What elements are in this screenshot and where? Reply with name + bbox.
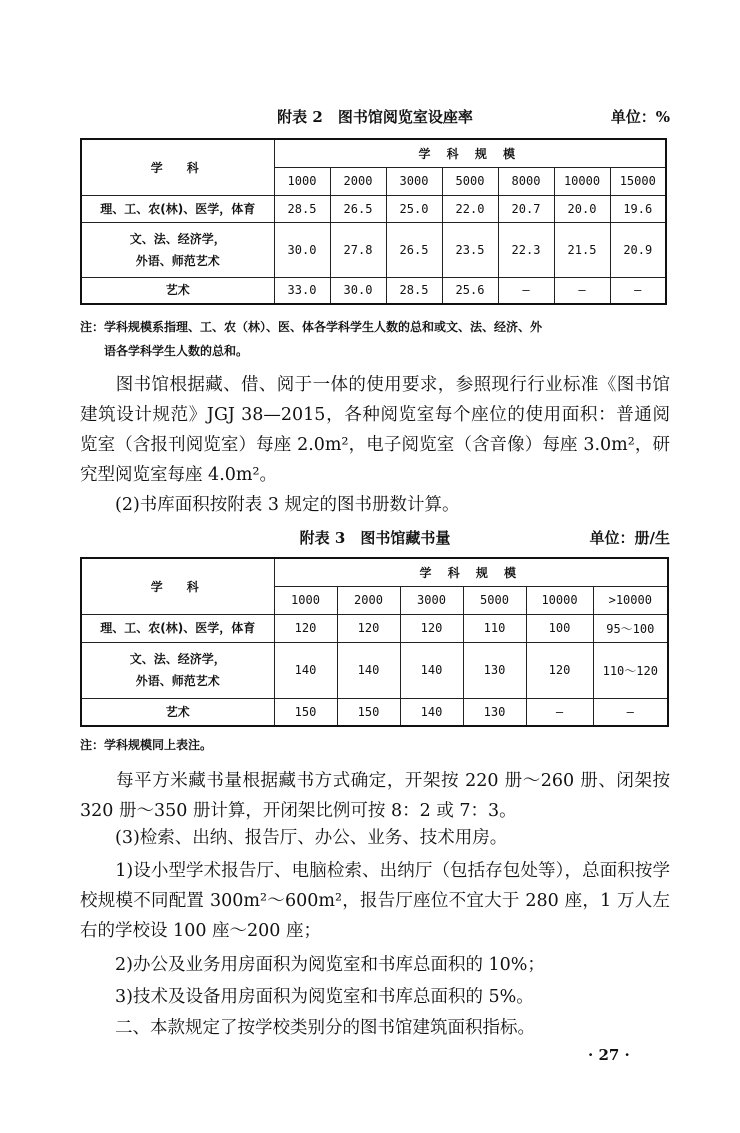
- table2-cell: 25.0: [386, 195, 442, 222]
- paragraph-technical-area: 3)技术及设备用房面积为阅览室和书库总面积的 5%。: [80, 987, 534, 1007]
- table2-note-line: 注：学科规模系指理、工、农（林）、医、体各学科学生人数的总和或文、法、经济、外: [80, 320, 543, 334]
- table3-cell: 120: [274, 614, 337, 642]
- table2-cell: 21.5: [554, 222, 610, 277]
- table3-cell: —: [593, 698, 668, 726]
- table3-cell: 120: [400, 614, 463, 642]
- table2-cell: 20.9: [610, 222, 666, 277]
- table3-cell: 110: [463, 614, 526, 642]
- table2-cell: 22.3: [498, 222, 554, 277]
- paragraph-reading-room: 图书馆根据藏、借、阅于一体的使用要求，参照现行行业标准《图书馆建筑设计规范》JGJ 38—2015，各种阅览室每个座位的使用面积：普通阅览室（含报刊阅览室）每座 2.0m²，电子阅览室（含音像）每座 3.0m²，研究型阅览室每座 4.0m²。: [80, 375, 670, 485]
- table2-cell: —: [610, 277, 666, 304]
- table2-subject-header: 学 科: [81, 139, 274, 195]
- table2-cell: 26.5: [330, 195, 386, 222]
- table3-cell: —: [526, 698, 593, 726]
- table2-cell: 33.0: [274, 277, 330, 304]
- table2-scale: 1000: [274, 167, 330, 195]
- table3-cell: 120: [337, 614, 400, 642]
- table3-cell: 150: [337, 698, 400, 726]
- table2-caption: [80, 106, 670, 128]
- table3-cell: 140: [400, 642, 463, 698]
- table2-cell: 19.6: [610, 195, 666, 222]
- table3-cell: 140: [337, 642, 400, 698]
- table3: [80, 557, 669, 727]
- table2-cell: 27.8: [330, 222, 386, 277]
- table2: [80, 138, 667, 305]
- table2-cell: —: [554, 277, 610, 304]
- table2-scale: 5000: [442, 167, 498, 195]
- table3-row-category: 文、法、经济学， 外语、师范艺术: [81, 642, 274, 698]
- table2-cell: 20.7: [498, 195, 554, 222]
- table2-cell: 30.0: [274, 222, 330, 277]
- table2-cell: 23.5: [442, 222, 498, 277]
- paragraph-book-density: 每平方米藏书量根据藏书方式确定，开架按 220 册～260 册、闭架按 320 册～350 册计算，开闭架比例可按 8：2 或 7：3。: [80, 771, 670, 821]
- table2-cell: 28.5: [274, 195, 330, 222]
- table3-cell: 110～120: [593, 642, 668, 698]
- table3-cell: 120: [526, 642, 593, 698]
- table-row: [81, 642, 668, 698]
- table2-scale: 8000: [498, 167, 554, 195]
- table2-unit: 单位：%: [610, 108, 670, 126]
- table2-scale-header: 学 科 规 模: [274, 139, 666, 167]
- table3-row-category: 理、工、农(林)、医学，体育: [81, 614, 274, 642]
- table3-caption: [80, 527, 670, 549]
- paragraph-stack-area: (2)书库面积按附表 3 规定的图书册数计算。: [80, 495, 460, 515]
- table-row: [81, 277, 666, 304]
- table3-note: 注：学科规模同上表注。: [80, 738, 213, 752]
- table-row: [81, 614, 668, 642]
- table2-row-category: 艺术: [81, 277, 274, 304]
- paragraph-lecture-hall: 1)设小型学术报告厅、电脑检索、出纳厅（包括存包处等），总面积按学校规模不同配置 300m²～600m²，报告厅座位不宜大于 280 座，1 万人左右的学校设 100 座～200 座；: [80, 861, 670, 941]
- table-row: [81, 222, 666, 277]
- table2-title: 附表 2 图书馆阅览室设座率: [277, 108, 473, 126]
- table2-cell: 25.6: [442, 277, 498, 304]
- table3-cell: 150: [274, 698, 337, 726]
- table2-cell: 22.0: [442, 195, 498, 222]
- table3-cell: 95～100: [593, 614, 668, 642]
- table2-cell: —: [498, 277, 554, 304]
- table2-scale: 10000: [554, 167, 610, 195]
- table3-row-category: 艺术: [81, 698, 274, 726]
- table-row: [81, 698, 668, 726]
- table3-scale: 1000: [274, 586, 337, 614]
- table2-cell: 26.5: [386, 222, 442, 277]
- table3-cell: 100: [526, 614, 593, 642]
- table3-unit: 单位：册/生: [589, 529, 670, 547]
- table2-scale: 2000: [330, 167, 386, 195]
- table2-note: [80, 315, 680, 363]
- table2-cell: 30.0: [330, 277, 386, 304]
- table2-row-category: 文、法、经济学， 外语、师范艺术: [81, 222, 274, 277]
- table2-row-category: 理、工、农(林)、医学，体育: [81, 195, 274, 222]
- table3-cell: 130: [463, 698, 526, 726]
- table3-scale: 10000: [526, 586, 593, 614]
- table3-cell: 130: [463, 642, 526, 698]
- table-row: [81, 195, 666, 222]
- table2-scale: 15000: [610, 167, 666, 195]
- page-number: · 27 ·: [588, 1046, 630, 1064]
- table3-title: 附表 3 图书馆藏书量: [299, 529, 451, 547]
- table2-note-line: 语各学科学生人数的总和。: [80, 344, 249, 358]
- paragraph-rooms: (3)检索、出纳、报告厅、办公、业务、技术用房。: [80, 828, 508, 848]
- paragraph-office-area: 2)办公及业务用房面积为阅览室和书库总面积的 10%；: [80, 955, 545, 975]
- table2-cell: 20.0: [554, 195, 610, 222]
- table3-scale: 5000: [463, 586, 526, 614]
- table3-scale: 3000: [400, 586, 463, 614]
- table3-scale: 2000: [337, 586, 400, 614]
- paragraph-section-two: 二、本款规定了按学校类别分的图书馆建筑面积指标。: [80, 1018, 535, 1038]
- table3-cell: 140: [274, 642, 337, 698]
- table3-cell: 140: [400, 698, 463, 726]
- table3-scale: >10000: [593, 586, 668, 614]
- table3-scale-header: 学 科 规 模: [274, 558, 668, 586]
- table2-scale: 3000: [386, 167, 442, 195]
- table3-subject-header: 学 科: [81, 558, 274, 614]
- table2-cell: 28.5: [386, 277, 442, 304]
